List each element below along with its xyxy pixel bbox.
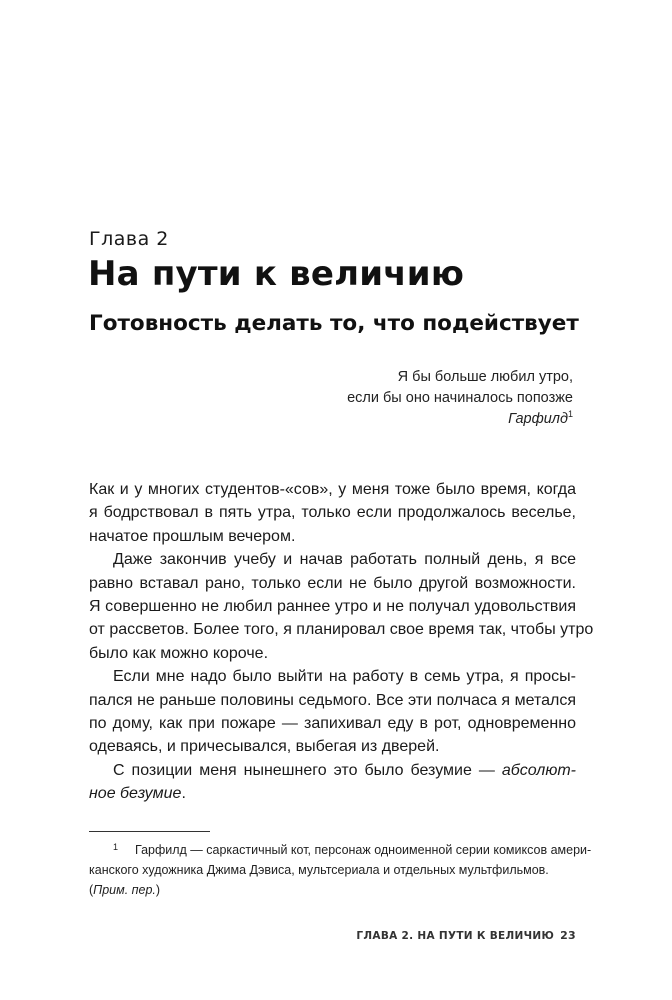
paragraph-4-emphasis: ное безумие bbox=[89, 785, 182, 803]
paragraph-1-line: Как и у многих студентов-«сов», у меня тоже было время, когда bbox=[89, 481, 576, 498]
paragraph-2-line: было как можно короче. bbox=[89, 644, 269, 662]
footnote-divider bbox=[89, 831, 210, 832]
epigraph-author: Гарфилд bbox=[508, 411, 568, 427]
chapter-title: На пути к величию bbox=[88, 254, 465, 294]
footnote-reference: 1 bbox=[567, 409, 573, 420]
paragraph-3-line: Если мне надо было выйти на работу в семь утра, я просы- bbox=[113, 668, 576, 686]
epigraph-line-1: Я бы больше любил утро, bbox=[397, 369, 573, 385]
epigraph-attribution bbox=[347, 409, 573, 430]
epigraph-line-2: если бы оно начиналось попозже bbox=[347, 390, 573, 406]
paragraph-4-emphasis: абсолют- bbox=[501, 761, 576, 779]
paragraph-2-line: равно вставал рано, только если не было другой возможности. bbox=[89, 574, 576, 592]
paragraph-3-line: одеваясь, и причесывался, выбегая из дверей. bbox=[89, 738, 440, 756]
page-number: 23 bbox=[560, 929, 576, 942]
footnote-line: Гарфилд — саркастичный кот, персонаж одноименной серии комиксов амери- bbox=[135, 843, 592, 857]
section-title: Готовность делать то, что подействует bbox=[89, 311, 579, 336]
footnote bbox=[89, 840, 592, 900]
chapter-label: Глава 2 bbox=[89, 228, 169, 250]
footnote-line: канского художника Джима Дэвиса, мультсериала и отдельных мультфильмов. bbox=[89, 863, 549, 877]
body-text bbox=[89, 478, 594, 805]
paragraph-4-line bbox=[89, 782, 576, 805]
paragraph-3-line: пался не раньше половины седьмого. Все эти полчаса я метался bbox=[89, 691, 576, 709]
paragraph-3-line: по дому, как при пожаре — запихивал еду в рот, одновременно bbox=[89, 714, 576, 732]
paragraph-4-text: . bbox=[181, 785, 186, 803]
footnote-translator-note: Прим. пер. bbox=[93, 883, 156, 897]
epigraph bbox=[347, 367, 573, 430]
paragraph-1-line: начатое прошлым вечером. bbox=[89, 527, 296, 545]
footnote-paren-close: ) bbox=[155, 883, 161, 897]
footnote-line bbox=[89, 880, 576, 900]
paragraph-4-text: С позиции меня нынешнего это было безумие — bbox=[113, 761, 502, 779]
paragraph-2-line: Даже закончив учебу и начав работать полный день, я все bbox=[113, 551, 576, 569]
paragraph-2-line: Я совершенно не любил раннее утро и не получал удовольствия bbox=[89, 597, 576, 615]
running-footer bbox=[356, 929, 576, 942]
paragraph-4-line bbox=[89, 759, 576, 782]
footnote-mark: 1 bbox=[113, 842, 119, 852]
footnote-paren-open: ( bbox=[89, 883, 94, 897]
paragraph-2-line: от рассветов. Более того, я планировал свое время так, чтобы утро bbox=[89, 621, 594, 639]
paragraph-1-line: я бодрствовал в пять утра, только если продолжалось веселье, bbox=[89, 504, 576, 522]
running-head: ГЛАВА 2. НА ПУТИ К ВЕЛИЧИЮ bbox=[356, 930, 555, 942]
